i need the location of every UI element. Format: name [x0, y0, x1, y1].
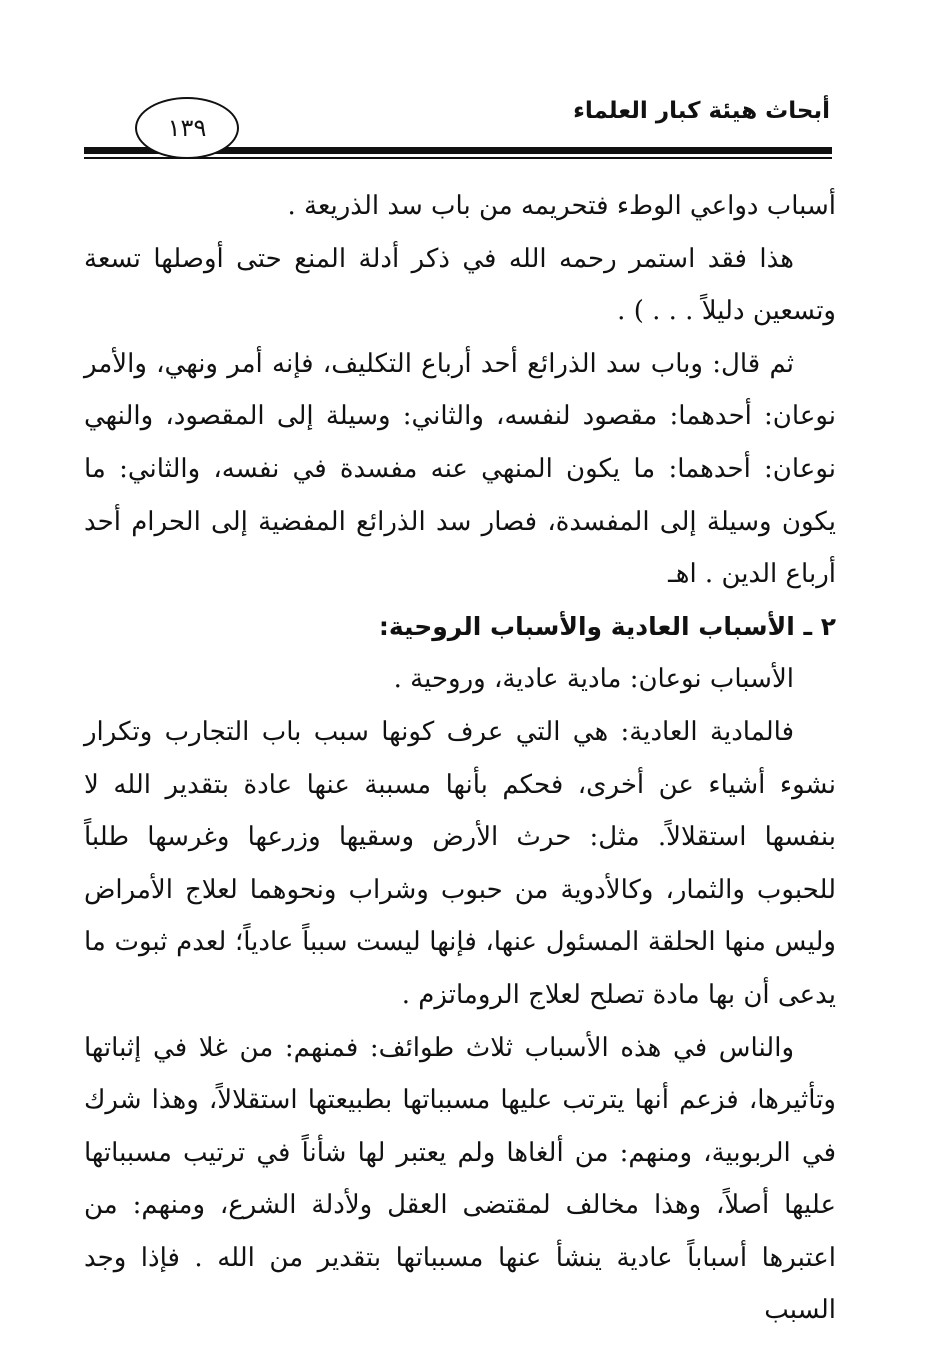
paragraph-three-groups: والناس في هذه الأسباب ثلاث طوائف: فمنهم: من غلا في إثباتها وتأثيرها، فزعم أنها يترتب عليها مسبباتها بطبيعتها استقلالاً، وهذا شرك في الربوبية، ومنهم: من ألغاها ولم يعتبر لها شأناً في ترتيب مسبباتها عليها أصلاً، وهذا مخالف لمقتضى العقل ولأدلة الشرع، ومنهم: من اعتبرها أسباباً عادية ينشأ عنها مسبباتها بتقدير من الله . فإذا وجد السبب: [84, 1032, 836, 1326]
paragraph-two-types: الأسباب نوعان: مادية عادية، وروحية .: [393, 664, 794, 695]
running-title: أبحاث هيئة كبار العلماء: [573, 98, 830, 124]
paragraph-sad-aldharai: ثم قال: وباب سد الذرائع أحد أرباع التكليف، فإنه أمر ونهي، والأمر نوعان: أحدهما: مقصود لنفسه، والثاني: وسيلة إلى المقصود، والنهي نوعان: أحدهما: ما يكون المنهي عنه مفسدة في نفسه، والثاني: ما يكون وسيلة إلى المفسدة، فصار سد الذرائع المفضية إلى الحرام أحد أرباع الدين . اهـ: [84, 348, 836, 590]
page-number-oval: [135, 97, 239, 159]
section-heading: ٢ ـ الأسباب العادية والأسباب الروحية:: [378, 611, 836, 641]
paragraph-material-causes: فالمادية العادية: هي التي عرف كونها سبب باب التجارب وتكرار نشوء أشياء عن أخرى، فحكم بأنها مسببة عنها عادة بتقدير الله لا بنفسها استقلالاً. مثل: حرث الأرض وسقيها وزرعها وغرسها طلباً للحبوب والثمار، وكالأدوية من حبوب وشراب ونحوهما لعلاج الأمراض وليس منها الحلقة المسئول عنها، فإنها ليست سبباً عادياً؛ لعدم ثبوت ما يدعى أن بها مادة تصلح لعلاج الروماتزم .: [84, 716, 836, 1010]
paragraph-continuation: أسباب دواعي الوطء فتحريمه من باب سد الذريعة .: [287, 191, 836, 221]
body-text: [84, 180, 836, 1337]
paragraph-quote-end: هذا فقد استمر رحمه الله في ذكر أدلة المنع حتى أوصلها تسعة وتسعين دليلاً . . . ) .: [84, 243, 836, 327]
page-number: ١٣٩: [167, 114, 207, 142]
